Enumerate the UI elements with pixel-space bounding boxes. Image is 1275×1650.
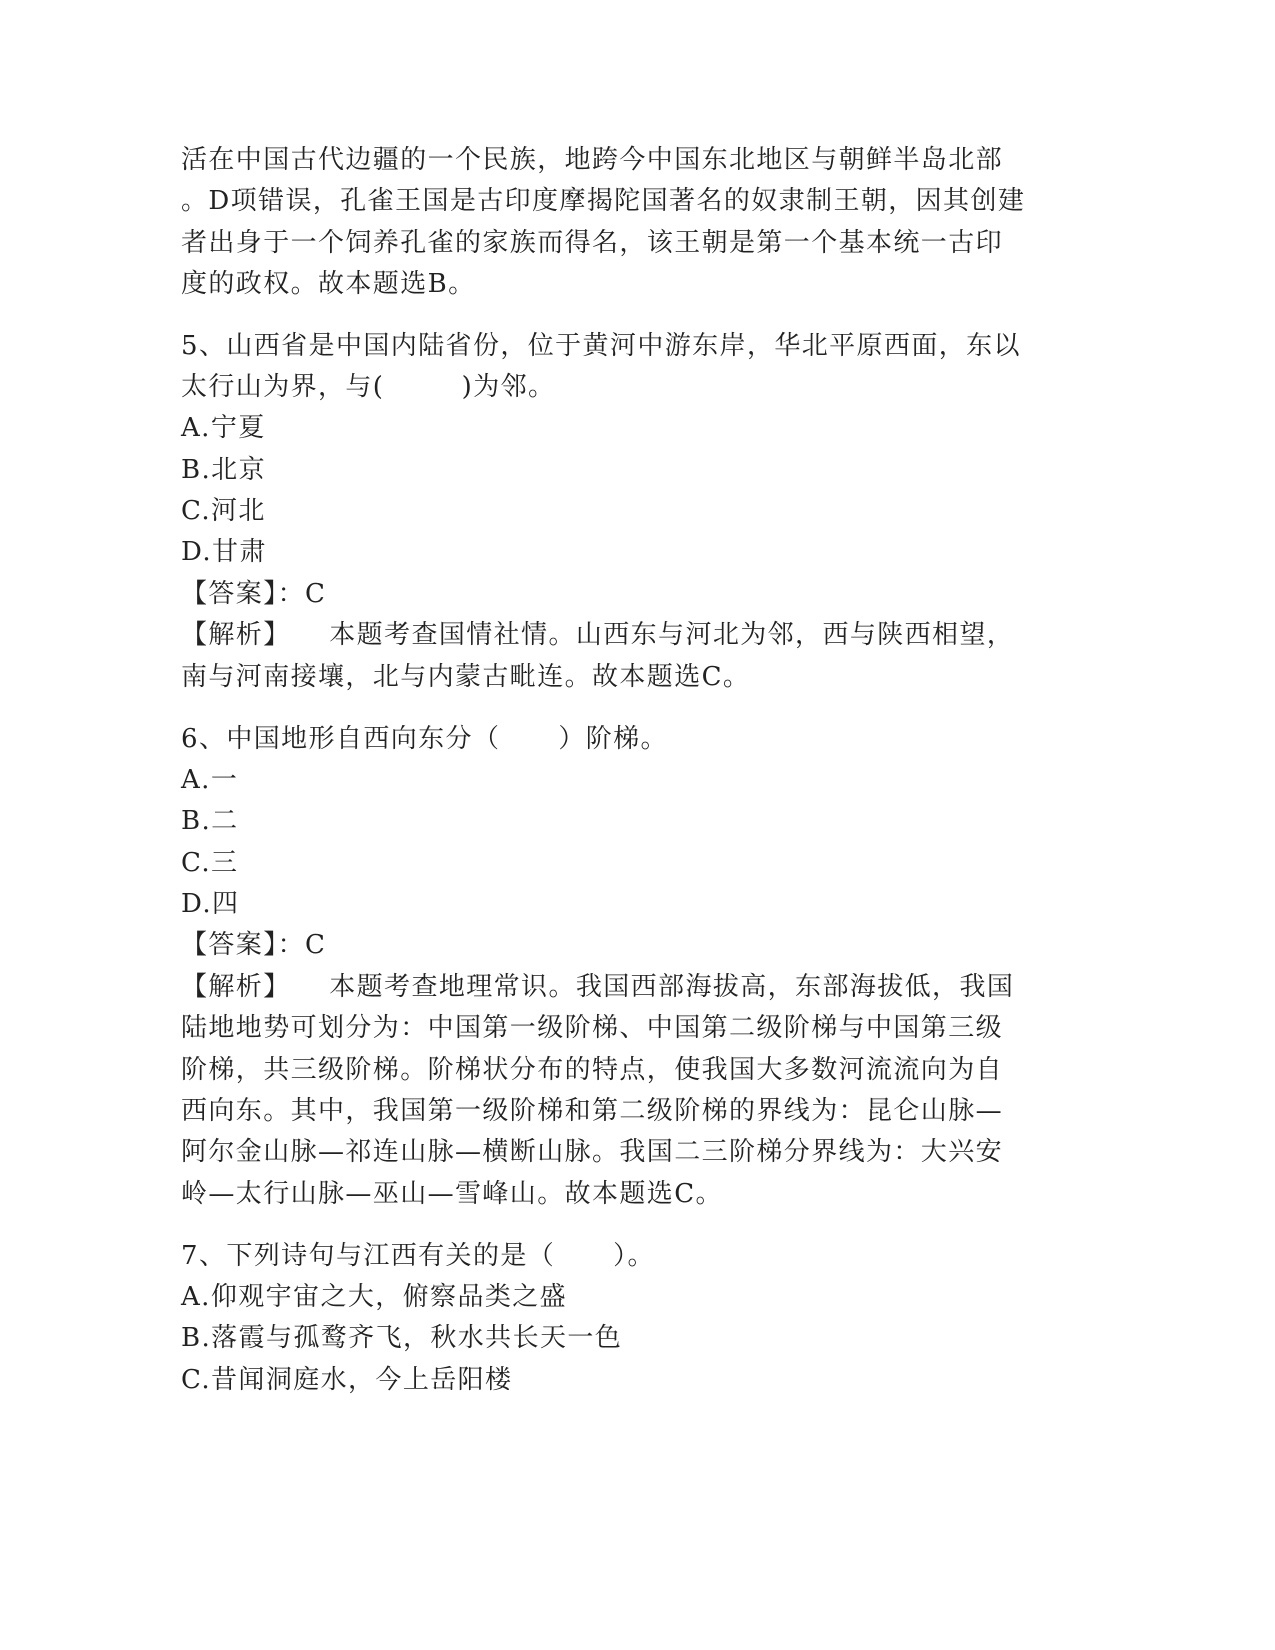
carryover-line-3: 者出身于一个饲养孔雀的家族而得名，该王朝是第一个基本统一古印 xyxy=(181,228,1004,258)
q5-analysis-line-1: 【解析】 本题考查国情社情。山西东与河北为邻，西与陕西相望， xyxy=(181,620,1015,650)
q5-option-c: C.河北 xyxy=(181,496,266,526)
q7-option-c: C.昔闻洞庭水，今上岳阳楼 xyxy=(181,1365,513,1395)
q6-analysis-line-5: 阿尔金山脉—祁连山脉—横断山脉。我国二三阶梯分界线为：大兴安 xyxy=(181,1137,1004,1167)
q6-answer: 【答案】：C xyxy=(181,930,327,960)
q6-analysis-line-3: 阶梯，共三级阶梯。阶梯状分布的特点，使我国大多数河流流向为自 xyxy=(181,1055,1004,1085)
q6-analysis-line-4: 西向东。其中，我国第一级阶梯和第二级阶梯的界线为：昆仑山脉— xyxy=(181,1096,1004,1126)
q5-option-a: A.宁夏 xyxy=(181,413,266,443)
q7-stem: 7、下列诗句与江西有关的是（ ）。 xyxy=(181,1241,655,1271)
q6-option-b: B.二 xyxy=(181,806,239,836)
q6-option-c: C.三 xyxy=(181,848,239,878)
q5-analysis-line-2: 南与河南接壤，北与内蒙古毗连。故本题选C。 xyxy=(181,662,751,692)
q6-stem: 6、中国地形自西向东分（ ）阶梯。 xyxy=(181,724,668,754)
q6-analysis-line-1: 【解析】 本题考查地理常识。我国西部海拔高，东部海拔低，我国 xyxy=(181,972,1015,1002)
q5-stem-line-1: 5、山西省是中国内陆省份，位于黄河中游东岸，华北平原西面，东以 xyxy=(181,331,1021,361)
q6-option-d: D.四 xyxy=(181,889,240,919)
q6-option-a: A.一 xyxy=(181,765,239,795)
q6-analysis-line-6: 岭—太行山脉—巫山—雪峰山。故本题选C。 xyxy=(181,1179,723,1209)
q5-stem-line-2: 太行山为界，与( )为邻。 xyxy=(181,372,556,402)
carryover-line-2: 。D项错误，孔雀王国是古印度摩揭陀国著名的奴隶制王朝，因其创建 xyxy=(181,186,1026,216)
q5-option-d: D.甘肃 xyxy=(181,537,267,567)
q5-option-b: B.北京 xyxy=(181,455,266,485)
q6-analysis-line-2: 陆地地势可划分为：中国第一级阶梯、中国第二级阶梯与中国第三级 xyxy=(181,1013,1004,1043)
carryover-line-1: 活在中国古代边疆的一个民族，地跨今中国东北地区与朝鲜半岛北部 xyxy=(181,145,1004,175)
q5-answer: 【答案】：C xyxy=(181,579,327,609)
q7-option-a: A.仰观宇宙之大，俯察品类之盛 xyxy=(181,1282,568,1312)
q7-option-b: B.落霞与孤鹜齐飞，秋水共长天一色 xyxy=(181,1323,623,1353)
carryover-line-4: 度的政权。故本题选B。 xyxy=(181,269,476,299)
